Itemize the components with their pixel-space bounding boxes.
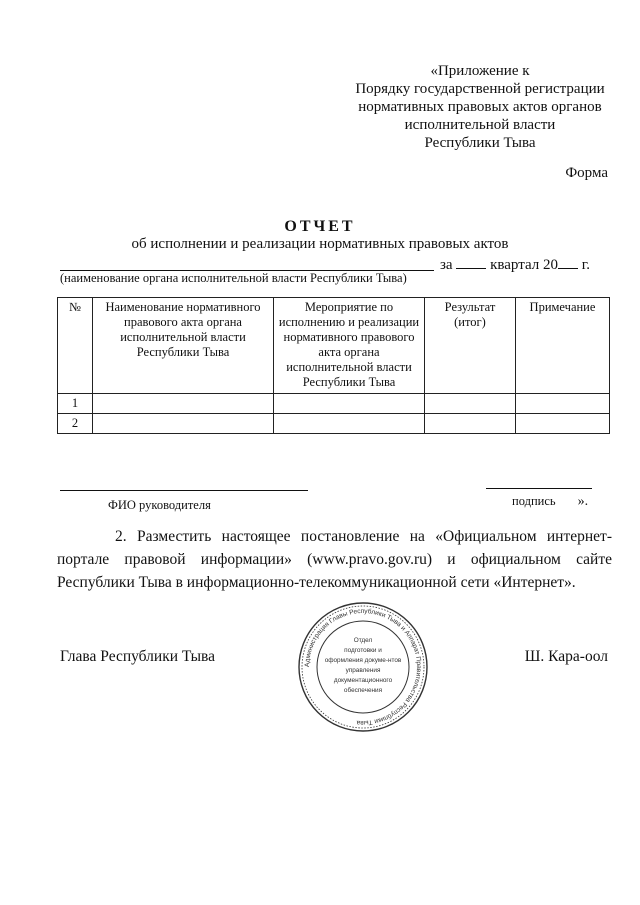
signature-label: подпись [512,494,556,508]
stamp-center-line: Отдел [353,637,373,644]
quarter-blank [456,254,486,269]
form-label: Форма [565,165,608,181]
col-header-number: № [58,298,93,394]
appendix-line: исполнительной власти [404,117,556,133]
period-za: за [440,257,453,273]
stamp-center-line: обеспечения [343,687,383,694]
table-cell [93,414,274,434]
organ-caption: (наименование органа исполнительной власти Республики Тыва) [60,271,407,285]
table-cell [425,414,516,434]
signature-caption [512,494,588,510]
col-header-result: Результат (итог) [425,298,516,394]
table-row [58,414,610,434]
stamp-center-line: подготовки и [344,647,382,654]
head-name: Ш. Кара-оол [524,648,608,665]
official-stamp [296,600,430,739]
period-quarter: квартал 20 [490,257,558,273]
stamp-center [325,637,402,694]
appendix-line: Республики Тыва [424,135,536,151]
fio-label: ФИО руководителя [108,498,211,512]
report-period [440,254,590,274]
col-header-note: Примечание [516,298,610,394]
stamp-ring-text: Администрация Главы Республики Тыва и Аппарат Правительства Республики Тыва [303,607,423,727]
report-table [57,297,610,434]
table-cell: 2 [58,414,93,434]
head-title: Глава Республики Тыва [60,648,216,665]
table-row [58,394,610,414]
year-blank [558,254,578,269]
table-cell [516,414,610,434]
table-cell [425,394,516,414]
stamp-center-line: оформления докуме-нтов [324,657,402,664]
table-cell [274,394,425,414]
appendix-line: нормативных правовых актов органов [358,99,602,115]
fio-line [60,490,308,491]
table-cell [93,394,274,414]
table-cell [516,394,610,414]
col-header-act-name: Наименование нормативного правового акта органа исполнительной власти Республики Тыва [93,298,274,394]
closing-quote: ». [577,494,589,509]
table-cell [274,414,425,434]
signature-line [486,488,592,489]
stamp-svg [296,600,430,734]
period-year-suffix: г. [581,257,590,273]
appendix-line: «Приложение к [430,63,530,79]
table-header-row [58,298,610,394]
report-subtitle: об исполнении и реализации нормативных правовых актов [131,236,509,252]
stamp-center-line: управления [345,667,381,674]
report-title: ОТЧЕТ [284,218,356,235]
stamp-center-line: документационного [333,677,393,684]
resolution-paragraph: 2. Разместить настоящее постановление на «Официальном интернет-портале правовой информации» (www.pravo.gov.ru) и официальном сайте Республики Тыва в информационно-телекоммуникационной сети «Интернет». [57,528,612,591]
appendix-line: Порядку государственной регистрации [355,81,605,97]
col-header-measure: Мероприятие по исполнению и реализации нормативного правового акта органа исполнительной власти Республики Тыва [274,298,425,394]
table-cell: 1 [58,394,93,414]
appendix-block [340,62,620,152]
